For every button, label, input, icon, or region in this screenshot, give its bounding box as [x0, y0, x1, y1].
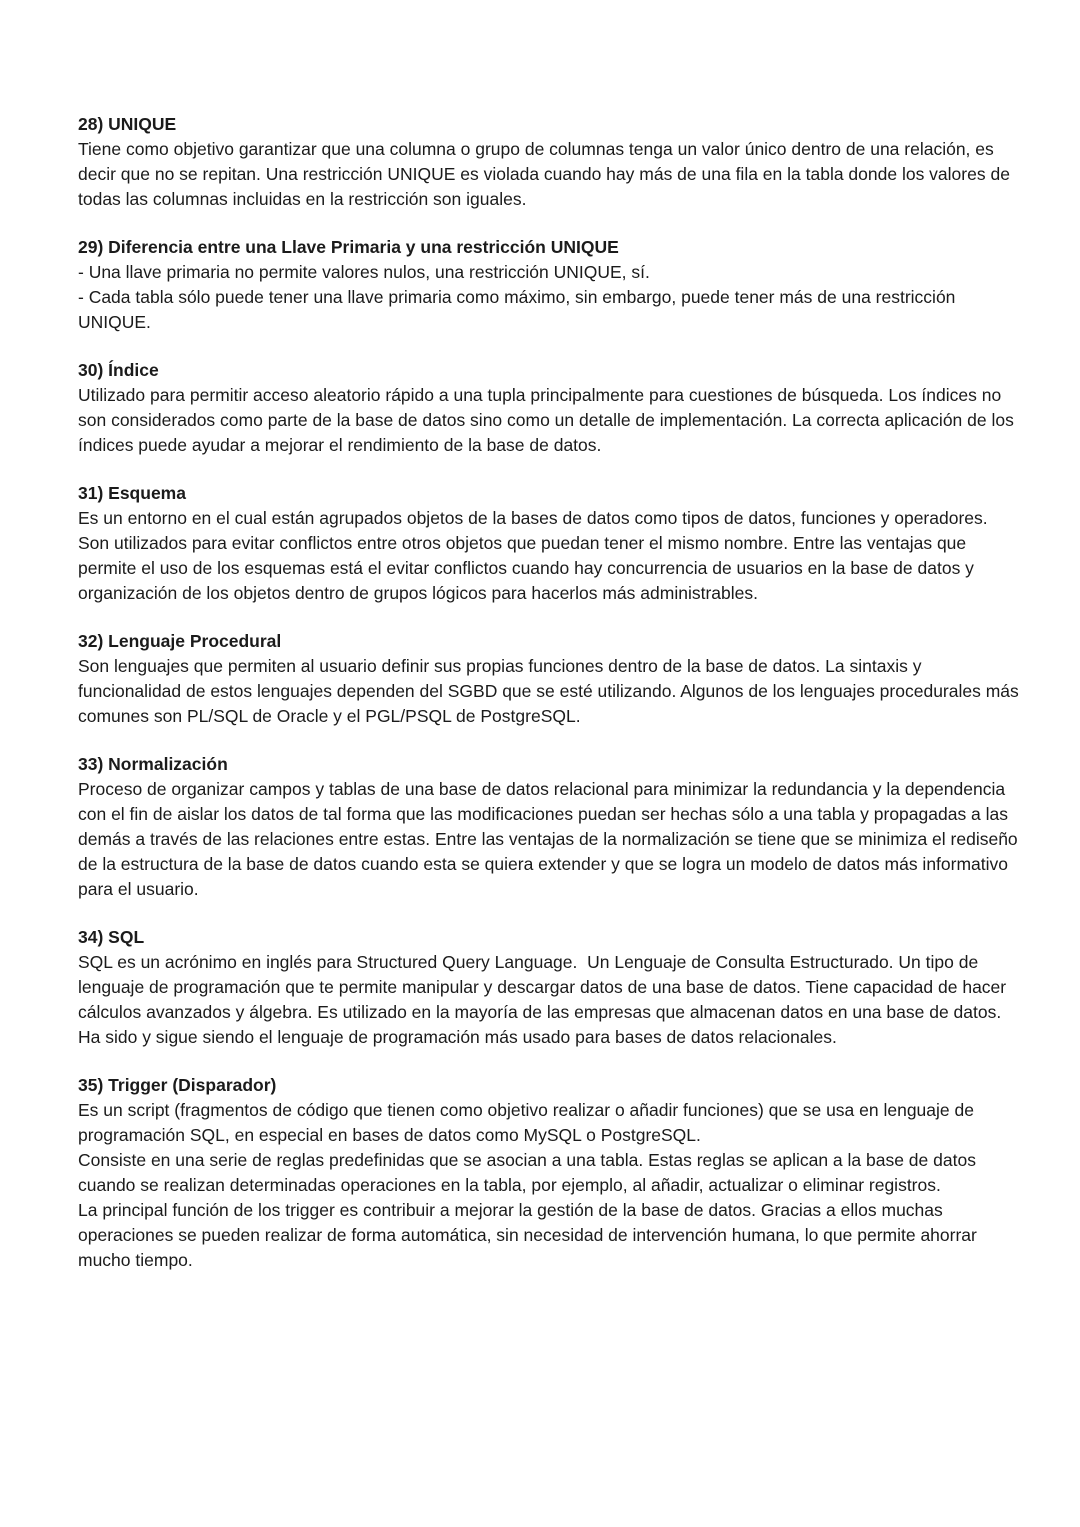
section-paragraph: La principal función de los trigger es contribuir a mejorar la gestión de la base de datos. Gracias a ellos muchas operaciones se pueden realizar de forma automática, sin necesidad de intervención humana, lo que permite ahorrar mucho tiempo. [78, 1200, 982, 1270]
section-paragraph: - Cada tabla sólo puede tener una llave primaria como máximo, sin embargo, puede tener más de una restricción UNIQUE. [78, 287, 961, 332]
section-heading: 28) UNIQUE [78, 114, 177, 134]
section-paragraph: Utilizado para permitir acceso aleatorio rápido a una tupla principalmente para cuestiones de búsqueda. Los índices no son considerados como parte de la base de datos sino como un detalle de implementación. La correcta aplicación de los índices puede ayudar a mejorar el rendimiento de la base de datos. [78, 385, 1019, 455]
section-paragraph: Es un script (fragmentos de código que tienen como objetivo realizar o añadir funciones) que se usa en lenguaje de programación SQL, en especial en bases de datos como MySQL o PostgreSQL. [78, 1100, 979, 1145]
section-paragraph: Es un entorno en el cual están agrupados objetos de la bases de datos como tipos de datos, funciones y operadores. Son utilizados para evitar conflictos entre otros objetos que puedan tener el mismo nombre. Entre las ventajas que permite el uso de los esquemas está el evitar conflictos cuando hay concurrencia de usuarios en la base de datos y organización de los objetos dentro de grupos lógicos para hacerlos más administrables. [78, 508, 993, 603]
section-heading: 34) SQL [78, 927, 145, 947]
section-paragraph: - Una llave primaria no permite valores nulos, una restricción UNIQUE, sí. [78, 262, 650, 282]
section-33-normalizacion [78, 752, 1022, 902]
section-29-llave-primaria-vs-unique [78, 235, 1022, 335]
section-heading: 30) Índice [78, 360, 159, 380]
section-34-sql [78, 925, 1022, 1050]
section-32-lenguaje-procedural [78, 629, 1022, 729]
section-heading: 35) Trigger (Disparador) [78, 1075, 277, 1095]
section-heading: 32) Lenguaje Procedural [78, 631, 282, 651]
document-content [78, 112, 1022, 1273]
section-paragraph: Tiene como objetivo garantizar que una columna o grupo de columnas tenga un valor único dentro de una relación, es decir que no se repitan. Una restricción UNIQUE es violada cuando hay más de una fila en la tabla donde los valores de todas las columnas incluidas en la restricción son iguales. [78, 139, 1015, 209]
section-heading: 29) Diferencia entre una Llave Primaria y una restricción UNIQUE [78, 237, 619, 257]
section-paragraph: Consiste en una serie de reglas predefinidas que se asocian a una tabla. Estas reglas se aplican a la base de datos cuando se realizan determinadas operaciones en la tabla, por ejemplo, al añadir, actualizar o eliminar registros. [78, 1150, 981, 1195]
section-35-trigger [78, 1073, 1022, 1273]
section-31-esquema [78, 481, 1022, 606]
section-paragraph: SQL es un acrónimo en inglés para Structured Query Language. Un Lenguaje de Consulta Estructurado. Un tipo de lenguaje de programación que te permite manipular y descargar datos de una base de datos. Tiene capacidad de hacer cálculos avanzados y álgebra. Es utilizado en la mayoría de las empresas que almacenan datos en una base de datos. Ha sido y sigue siendo el lenguaje de programación más usado para bases de datos relacionales. [78, 952, 1011, 1047]
section-heading: 33) Normalización [78, 754, 228, 774]
section-paragraph: Son lenguajes que permiten al usuario definir sus propias funciones dentro de la base de datos. La sintaxis y funcionalidad de estos lenguajes dependen del SGBD que se esté utilizando. Algunos de los lenguajes procedurales más comunes son PL/SQL de Oracle y el PGL/PSQL de PostgreSQL. [78, 656, 1024, 726]
section-30-indice [78, 358, 1022, 458]
section-28-unique [78, 112, 1022, 212]
section-heading: 31) Esquema [78, 483, 186, 503]
section-paragraph: Proceso de organizar campos y tablas de una base de datos relacional para minimizar la redundancia y la dependencia con el fin de aislar los datos de tal forma que las modificaciones puedan ser hechas sólo a una tabla y propagadas a las demás a través de las relaciones entre estas. Entre las ventajas de la normalización se tiene que se minimiza el rediseño de la estructura de la base de datos cuando esta se quiera extender y que se logra un modelo de datos más informativo para el usuario. [78, 779, 1023, 899]
